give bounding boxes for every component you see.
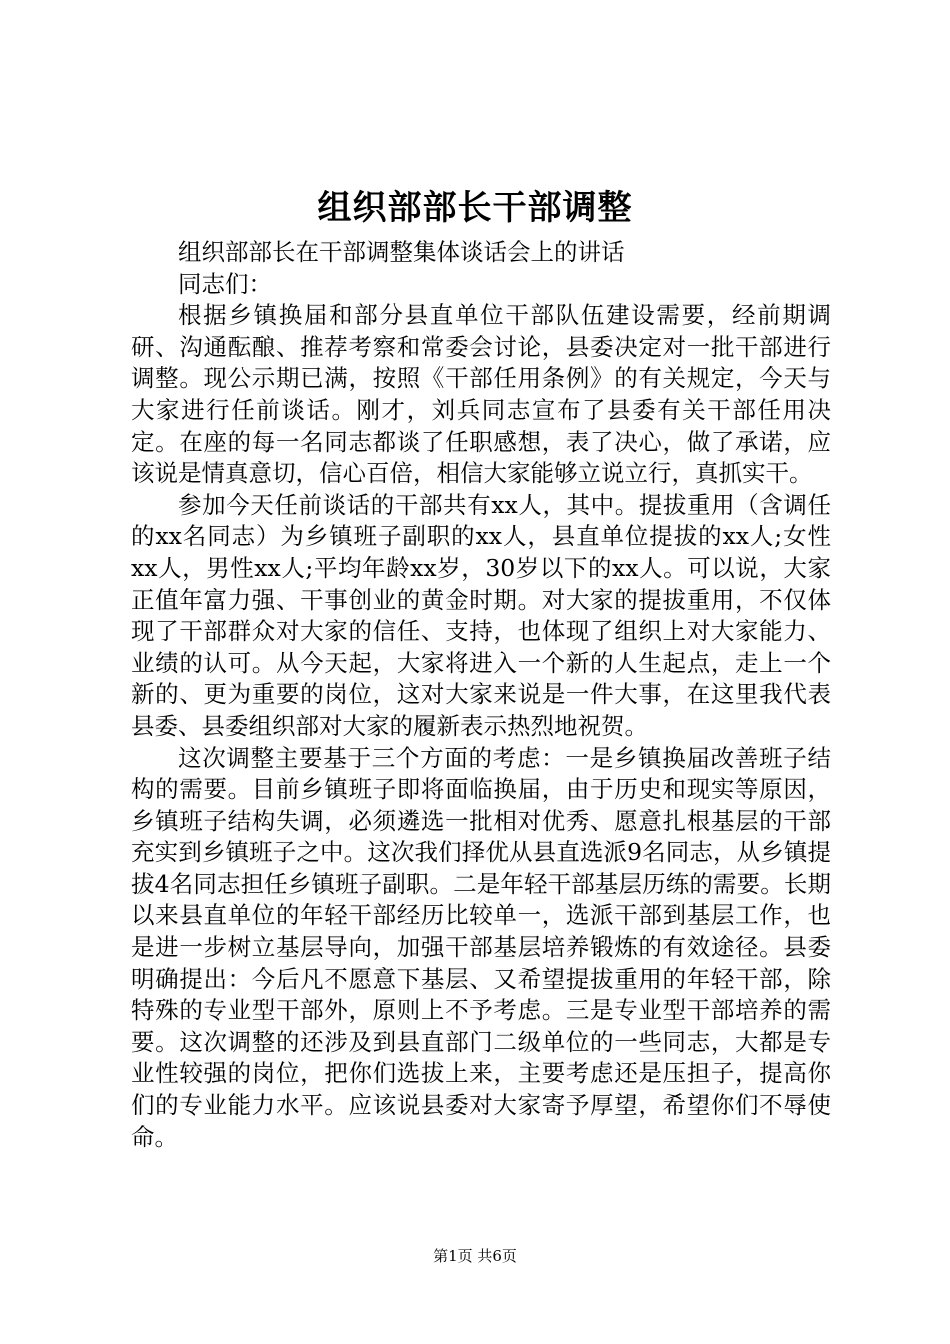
salutation: 同志们： — [178, 269, 272, 298]
document-body — [131, 237, 831, 1153]
document-title: 组织部部长干部调整 — [317, 188, 633, 228]
speech-subtitle: 组织部部长在干部调整集体谈话会上的讲话 — [178, 238, 625, 266]
body-paragraph: 根据乡镇换届和部分县直单位干部队伍建设需要，经前期调研、沟通酝酿、推荐考察和常委会讨论，县委决定对一批干部进行调整。现公示期已满，按照《干部任用条例》的有关规定，今天与大家进行任前谈话。刚才，刘兵同志宣布了县委有关干部任用决定。在座的每一名同志都谈了任职感想，表了决心，做了承诺，应该说是情真意切，信心百倍，相信大家能够立说立行，真抓实干。 — [131, 301, 831, 488]
body-paragraph: 参加今天任前谈话的干部共有xx人，其中。提拔重用（含调任的xx名同志）为乡镇班子副职的xx人，县直单位提拔的xx人;女性xx人，男性xx人;平均年龄xx岁，30岁以下的xx人。可以说，大家正值年富力强、干事创业的黄金时期。对大家的提拔重用，不仅体现了干部群众对大家的信任、支持，也体现了组织上对大家能力、业绩的认可。从今天起，大家将进入一个新的人生起点，走上一个新的、更为重要的岗位，这对大家来说是一件大事，在这里我代表县委、县委组织部对大家的履新表示热烈地祝贺。 — [131, 490, 831, 740]
page-number-footer: 第1页 共6页 — [433, 1247, 517, 1265]
body-paragraph: 这次调整主要基于三个方面的考虑：一是乡镇换届改善班子结构的需要。目前乡镇班子即将面临换届，由于历史和现实等原因，乡镇班子结构失调，必须遴选一批相对优秀、愿意扎根基层的干部充实到乡镇班子之中。这次我们择优从县直选派9名同志，从乡镇提拔4名同志担任乡镇班子副职。二是年轻干部基层历练的需要。长期以来县直单位的年轻干部经历比较单一，选派干部到基层工作，也是进一步树立基层导向，加强干部基层培养锻炼的有效途径。县委明确提出：今后凡不愿意下基层、又希望提拔重用的年轻干部，除特殊的专业型干部外，原则上不予考虑。三是专业型干部培养的需要。这次调整的还涉及到县直部门二级单位的一些同志，大都是专业性较强的岗位，把你们选拔上来，主要考虑还是压担子，提高你们的专业能力水平。应该说县委对大家寄予厚望，希望你们不辱使命。 — [131, 743, 831, 1151]
